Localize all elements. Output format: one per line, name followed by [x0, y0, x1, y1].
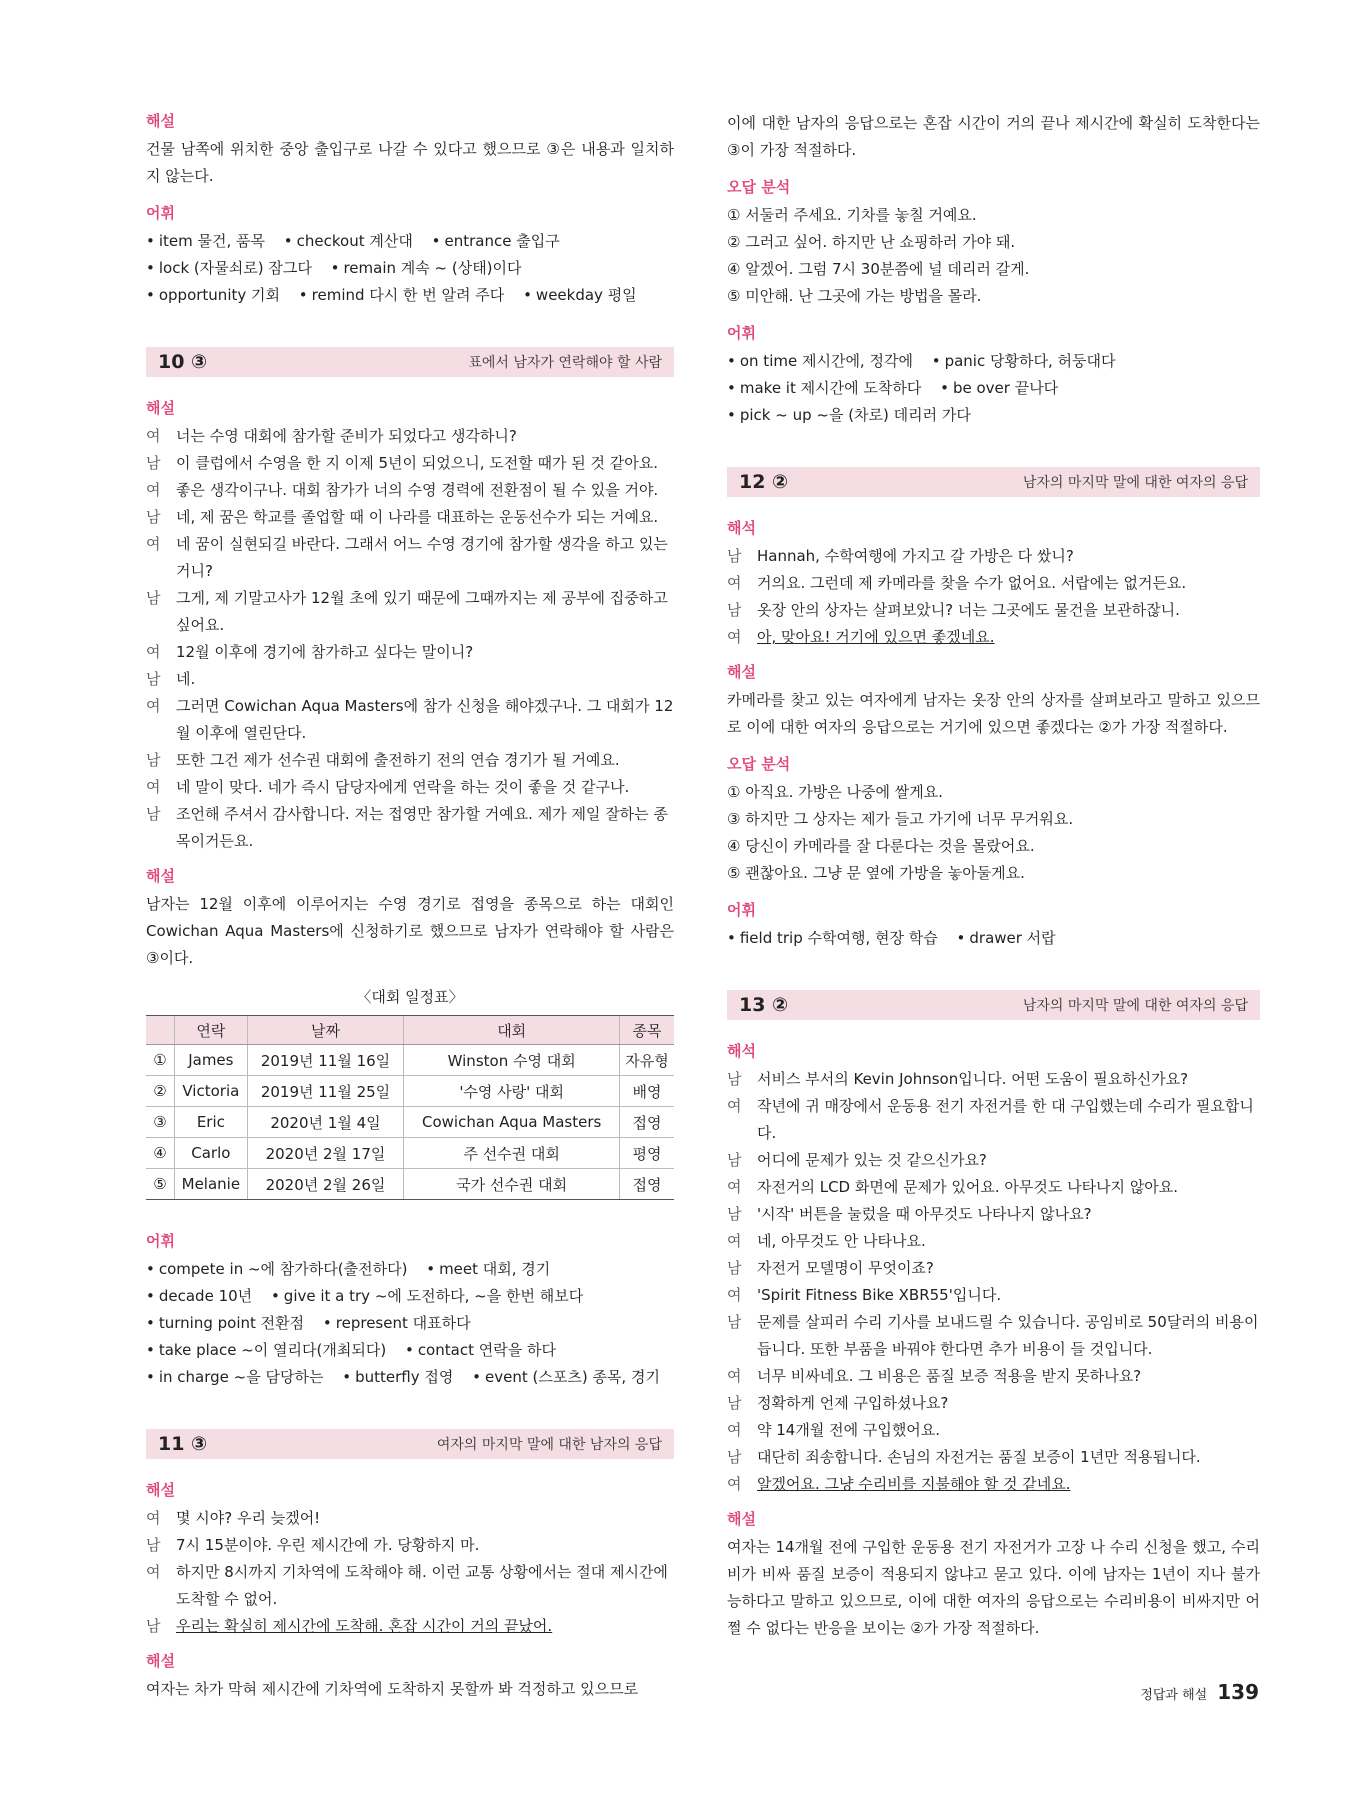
- q13-script-label: 해석: [727, 1042, 756, 1060]
- vocab-item: • event (스포츠) 종목, 경기: [472, 1368, 660, 1386]
- speaker-label: 남: [727, 1394, 742, 1412]
- dialog-line: [727, 1309, 1260, 1363]
- dialog-text: 조언해 주셔서 감사합니다. 저는 접영만 참가할 거예요. 제가 제일 잘하는 종목이거든요.: [176, 805, 668, 850]
- table-cell: Eric: [175, 1107, 248, 1138]
- dialog-text: 몇 시야? 우리 늦겠어!: [176, 1509, 321, 1527]
- table-cell: ④: [146, 1138, 175, 1169]
- speaker-label: 남: [727, 547, 742, 565]
- table-cell: Winston 수영 대회: [404, 1045, 620, 1076]
- speaker-label: 여: [146, 535, 161, 553]
- q13-header: [727, 990, 1260, 1020]
- speaker-label: 남: [146, 805, 161, 823]
- dialog-text: 12월 이후에 경기에 참가하고 싶다는 말이니?: [176, 643, 474, 661]
- dialog-text: 아, 맞아요! 거기에 있으면 좋겠네요.: [757, 628, 995, 646]
- vocab-item: • butterfly 접영: [342, 1368, 453, 1386]
- dialog-line: [727, 1471, 1260, 1498]
- speaker-label: 남: [727, 1448, 742, 1466]
- dialog-line: [146, 774, 674, 801]
- table-header-cell: 연락: [175, 1016, 248, 1045]
- vocab-item: • decade 10년: [146, 1287, 252, 1305]
- footer-section: 정답과 해설: [1140, 1688, 1208, 1703]
- dialog-line: [727, 1282, 1260, 1309]
- table-cell: 2020년 2월 26일: [247, 1169, 404, 1200]
- table-cell: ⑤: [146, 1169, 175, 1200]
- dialog-text: 좋은 생각이구나. 대회 참가가 너의 수영 경력에 전환점이 될 수 있을 거야.: [176, 481, 659, 499]
- dialog-text: 문제를 살피러 수리 기사를 보내드릴 수 있습니다. 공임비로 50달러의 비용이 듭니다. 또한 부품을 바꿔야 한다면 추가 비용이 들 것입니다.: [757, 1313, 1259, 1358]
- dialog-text: 네, 아무것도 안 나타나요.: [757, 1232, 926, 1250]
- dialog-line: [146, 801, 674, 855]
- dialog-text: 옷장 안의 상자는 살펴보았니? 너는 그곳에도 물건을 보관하잖니.: [757, 601, 1180, 619]
- vocab-item: • remind 다시 한 번 알려 주다: [299, 286, 505, 304]
- speaker-label: 남: [727, 1205, 742, 1223]
- table-row: [146, 1045, 674, 1076]
- vocab-item: • item 물건, 품목: [146, 232, 265, 250]
- option-line: ① 아직요. 가방은 나중에 쌀게요.: [727, 783, 943, 801]
- q9-haeseol-label: 해설: [146, 112, 175, 130]
- dialog-text: 대단히 죄송합니다. 손님의 자전거는 품질 보증이 1년만 적용됩니다.: [757, 1448, 1201, 1466]
- dialog-text: 그게, 제 기말고사가 12월 초에 있기 때문에 그때까지는 제 공부에 집중하고 싶어요.: [176, 589, 668, 634]
- q11-header: [146, 1429, 674, 1459]
- table-cell: ②: [146, 1076, 175, 1107]
- q9-vocab-label: 어휘: [146, 204, 175, 222]
- dialog-text: 그러면 Cowichan Aqua Masters에 참가 신청을 해야겠구나. 그 대회가 12월 이후에 열린단다.: [176, 697, 674, 742]
- speaker-label: 여: [146, 778, 161, 796]
- dialog-text: 네.: [176, 670, 196, 688]
- table-cell: 2019년 11월 16일: [247, 1045, 404, 1076]
- q13-expl: 여자는 14개월 전에 구입한 운동용 전기 자전거가 고장 나 수리 신청을 했고, 수리비가 비싸 품질 보증이 적용되지 않냐고 묻고 있다. 이에 남자는 1년이 지나 불가능하다고 말하고 있으므로, 이에 대한 여자의 응답으로는 수리비용이 비싸지만 어쩔 수 없다는 반응을 보이는 ②가 가장 적절하다.: [727, 1538, 1260, 1637]
- speaker-label: 남: [146, 454, 161, 472]
- dialog-line: [727, 1201, 1260, 1228]
- table-cell: James: [175, 1045, 248, 1076]
- q12-type: 남자의 마지막 말에 대한 여자의 응답: [1022, 475, 1248, 491]
- table-header-row: [146, 1016, 674, 1045]
- vocab-item: • weekday 평일: [523, 286, 637, 304]
- speaker-label: 여: [146, 697, 161, 715]
- q10-vocab-list: [146, 1256, 674, 1391]
- speaker-label: 여: [727, 1232, 742, 1250]
- dialog-line: [727, 1444, 1260, 1471]
- q11-expl: 여자는 차가 막혀 제시간에 기차역에 도착하지 못할까 봐 걱정하고 있으므로: [146, 1680, 639, 1698]
- dialog-text: 어디에 문제가 있는 것 같으신가요?: [757, 1151, 987, 1169]
- speaker-label: 여: [727, 1286, 742, 1304]
- dialog-text: 우리는 확실히 제시간에 도착해. 혼잡 시간이 거의 끝났어.: [176, 1617, 553, 1635]
- speaker-label: 남: [146, 751, 161, 769]
- q13-number: 13 ②: [739, 994, 789, 1016]
- vocab-item: • represent 대표하다: [323, 1314, 471, 1332]
- dialog-line: [146, 504, 674, 531]
- dialog-text: 또한 그건 제가 선수권 대회에 출전하기 전의 연습 경기가 될 거예요.: [176, 751, 620, 769]
- speaker-label: 남: [727, 601, 742, 619]
- dialog-text: '시작' 버튼을 눌렀을 때 아무것도 나타나지 않나요?: [757, 1205, 1092, 1223]
- dialog-line: [727, 543, 1260, 570]
- dialog-line: [727, 570, 1260, 597]
- dialog-line: [727, 1228, 1260, 1255]
- option-line: ⑤ 미안해. 난 그곳에 가는 방법을 몰라.: [727, 287, 982, 305]
- speaker-label: 여: [146, 1509, 161, 1527]
- dialog-line: [727, 1417, 1260, 1444]
- q10-expl-label: 해설: [146, 867, 175, 885]
- q11-number: 11 ③: [158, 1433, 208, 1455]
- vocab-item: • compete in ~에 참가하다(출전하다): [146, 1260, 407, 1278]
- dialog-text: 정확하게 언제 구입하셨나요?: [757, 1394, 949, 1412]
- q12-vocab-label: 어휘: [727, 901, 756, 919]
- speaker-label: 남: [146, 1536, 161, 1554]
- vocab-item: • lock (자물쇠로) 잠그다: [146, 259, 312, 277]
- q11-script-label: 해설: [146, 1481, 175, 1499]
- speaker-label: 남: [146, 589, 161, 607]
- schedule-table-title: 〈대회 일정표〉: [356, 988, 464, 1006]
- q11-dialog: [146, 1505, 674, 1640]
- dialog-line: [727, 624, 1260, 651]
- dialog-line: [727, 1093, 1260, 1147]
- q11-expl-label: 해설: [146, 1652, 175, 1670]
- speaker-label: 여: [146, 427, 161, 445]
- table-row: [146, 1107, 674, 1138]
- vocab-item: • opportunity 기회: [146, 286, 280, 304]
- q12-number: 12 ②: [739, 471, 789, 493]
- q12-wrong-list: [727, 779, 1260, 887]
- q13-dialog: [727, 1066, 1260, 1498]
- dialog-line: [727, 1390, 1260, 1417]
- speaker-label: 여: [146, 481, 161, 499]
- dialog-line: [146, 1505, 674, 1532]
- q10-expl: 남자는 12월 이후에 이루어지는 수영 경기로 접영을 종목으로 하는 대회인 Cowichan Aqua Masters에 신청하기로 했으므로 남자가 연락해야 할 사람은 ③이다.: [146, 895, 674, 967]
- vocab-item: • take place ~이 열리다(개최되다): [146, 1341, 386, 1359]
- table-cell: '수영 사랑' 대회: [404, 1076, 620, 1107]
- table-header-cell: 날짜: [247, 1016, 404, 1045]
- table-cell: 국가 선수권 대회: [404, 1169, 620, 1200]
- q11-expl-continued: 이에 대한 남자의 응답으로는 혼잡 시간이 거의 끝나 제시간에 확실히 도착한다는 ③이 가장 적절하다.: [727, 114, 1260, 159]
- table-cell: Victoria: [175, 1076, 248, 1107]
- vocab-item: • drawer 서랍: [957, 929, 1056, 947]
- speaker-label: 여: [727, 1475, 742, 1493]
- dialog-line: [146, 693, 674, 747]
- speaker-label: 여: [727, 1097, 742, 1115]
- dialog-line: [146, 585, 674, 639]
- vocab-item: • in charge ~을 담당하는: [146, 1368, 323, 1386]
- speaker-label: 여: [146, 1563, 161, 1581]
- dialog-text: 하지만 8시까지 기차역에 도착해야 해. 이런 교통 상황에서는 절대 제시간에 도착할 수 없어.: [176, 1563, 668, 1608]
- dialog-text: 알겠어요. 그냥 수리비를 지불해야 할 것 같네요.: [757, 1475, 1071, 1493]
- q12-wrong-label: 오답 분석: [727, 755, 791, 773]
- option-line: ⑤ 괜찮아요. 그냥 문 옆에 가방을 놓아둘게요.: [727, 864, 1025, 882]
- q12-expl: 카메라를 찾고 있는 여자에게 남자는 옷장 안의 상자를 살펴보라고 말하고 있으므로 이에 대한 여자의 응답으로는 거기에 있으면 좋겠다는 ②가 가장 적절하다.: [727, 691, 1260, 736]
- table-cell: 자유형: [620, 1045, 674, 1076]
- table-cell: ①: [146, 1045, 175, 1076]
- vocab-item: • turning point 전환점: [146, 1314, 304, 1332]
- table-header-cell: 대회: [404, 1016, 620, 1045]
- table-row: [146, 1138, 674, 1169]
- option-line: ④ 당신이 카메라를 잘 다룬다는 것을 몰랐어요.: [727, 837, 1035, 855]
- speaker-label: 여: [727, 1367, 742, 1385]
- option-line: ① 서둘러 주세요. 기차를 놓칠 거예요.: [727, 206, 977, 224]
- vocab-item: • panic 당황하다, 허둥대다: [932, 352, 1116, 370]
- q10-dialog: [146, 423, 674, 855]
- dialog-line: [727, 1147, 1260, 1174]
- q13-type: 남자의 마지막 말에 대한 여자의 응답: [1022, 998, 1248, 1014]
- speaker-label: 남: [146, 670, 161, 688]
- dialog-line: [146, 531, 674, 585]
- table-cell: Cowichan Aqua Masters: [404, 1107, 620, 1138]
- speaker-label: 남: [727, 1313, 742, 1331]
- page-footer: [1140, 1680, 1259, 1704]
- dialog-line: [727, 1174, 1260, 1201]
- vocab-item: • remain 계속 ~ (상태)이다: [331, 259, 522, 277]
- speaker-label: 여: [146, 643, 161, 661]
- vocab-item: • meet 대회, 경기: [426, 1260, 550, 1278]
- dialog-text: 너무 비싸네요. 그 비용은 품질 보증 적용을 받지 못하나요?: [757, 1367, 1142, 1385]
- q11-wrong-label: 오답 분석: [727, 178, 791, 196]
- dialog-text: 서비스 부서의 Kevin Johnson입니다. 어떤 도움이 필요하신가요?: [757, 1070, 1189, 1088]
- vocab-item: • be over 끝나다: [940, 379, 1058, 397]
- dialog-line: [146, 666, 674, 693]
- q12-header: [727, 467, 1260, 497]
- speaker-label: 남: [727, 1070, 742, 1088]
- dialog-line: [146, 1559, 674, 1613]
- vocab-item: • give it a try ~에 도전하다, ~을 한번 해보다: [271, 1287, 583, 1305]
- schedule-table: [146, 1015, 674, 1200]
- q9-haeseol-text: 건물 남쪽에 위치한 중앙 출입구로 나갈 수 있다고 했으므로 ③은 내용과 일치하지 않는다.: [146, 140, 674, 185]
- table-cell: 접영: [620, 1107, 674, 1138]
- dialog-line: [146, 1532, 674, 1559]
- dialog-line: [727, 1066, 1260, 1093]
- dialog-text: 네 말이 맞다. 네가 즉시 담당자에게 연락을 하는 것이 좋을 것 같구나.: [176, 778, 630, 796]
- table-cell: 2019년 11월 25일: [247, 1076, 404, 1107]
- table-header-cell: 종목: [620, 1016, 674, 1045]
- table-cell: ③: [146, 1107, 175, 1138]
- dialog-text: 네 꿈이 실현되길 바란다. 그래서 어느 수영 경기에 참가할 생각을 하고 있는 거니?: [176, 535, 668, 580]
- option-line: ④ 알겠어. 그럼 7시 30분쯤에 널 데리러 갈게.: [727, 260, 1030, 278]
- option-line: ② 그러고 싶어. 하지만 난 쇼핑하러 가야 돼.: [727, 233, 1016, 251]
- q10-header: [146, 347, 674, 377]
- table-cell: 2020년 1월 4일: [247, 1107, 404, 1138]
- vocab-item: • pick ~ up ~을 (차로) 데리러 가다: [727, 406, 971, 424]
- vocab-item: • field trip 수학여행, 현장 학습: [727, 929, 938, 947]
- dialog-text: Hannah, 수학여행에 가지고 갈 가방은 다 쌌니?: [757, 547, 1074, 565]
- table-cell: 주 선수권 대회: [404, 1138, 620, 1169]
- option-line: ③ 하지만 그 상자는 제가 들고 가기에 너무 무거워요.: [727, 810, 1074, 828]
- q11-type: 여자의 마지막 말에 대한 남자의 응답: [436, 1437, 662, 1453]
- table-header-cell: [146, 1016, 175, 1045]
- dialog-text: 너는 수영 대회에 참가할 준비가 되었다고 생각하니?: [176, 427, 517, 445]
- table-row: [146, 1169, 674, 1200]
- speaker-label: 여: [727, 1421, 742, 1439]
- q9-vocab-list: [146, 228, 674, 309]
- dialog-text: 자전거의 LCD 화면에 문제가 있어요. 아무것도 나타나지 않아요.: [757, 1178, 1179, 1196]
- table-cell: Melanie: [175, 1169, 248, 1200]
- table-row: [146, 1076, 674, 1107]
- speaker-label: 여: [727, 628, 742, 646]
- q13-expl-label: 해설: [727, 1510, 756, 1528]
- q10-vocab-label: 어휘: [146, 1232, 175, 1250]
- dialog-line: [727, 1255, 1260, 1282]
- dialog-line: [146, 1613, 674, 1640]
- dialog-line: [727, 1363, 1260, 1390]
- vocab-item: • entrance 출입구: [432, 232, 560, 250]
- q11-vocab-label: 어휘: [727, 324, 756, 342]
- dialog-line: [146, 639, 674, 666]
- dialog-text: 자전거 모델명이 무엇이죠?: [757, 1259, 934, 1277]
- q11-vocab-list: [727, 348, 1260, 429]
- dialog-line: [146, 423, 674, 450]
- q10-type: 표에서 남자가 연락해야 할 사람: [468, 355, 662, 371]
- dialog-text: 7시 15분이야. 우린 제시간에 가. 당황하지 마.: [176, 1536, 480, 1554]
- table-cell: 평영: [620, 1138, 674, 1169]
- q12-script-label: 해석: [727, 519, 756, 537]
- q10-number: 10 ③: [158, 351, 208, 373]
- vocab-item: • checkout 계산대: [284, 232, 413, 250]
- q11-wrong-list: [727, 202, 1260, 310]
- dialog-text: 약 14개월 전에 구입했어요.: [757, 1421, 941, 1439]
- vocab-item: • make it 제시간에 도착하다: [727, 379, 921, 397]
- dialog-text: 거의요. 그런데 제 카메라를 찾을 수가 없어요. 서랍에는 없거든요.: [757, 574, 1187, 592]
- right-column: [727, 110, 1260, 1654]
- vocab-item: • contact 연락을 하다: [405, 1341, 556, 1359]
- speaker-label: 여: [727, 574, 742, 592]
- speaker-label: 남: [727, 1151, 742, 1169]
- q12-vocab-list: [727, 925, 1260, 952]
- dialog-text: 이 클럽에서 수영을 한 지 이제 5년이 되었으니, 도전할 때가 된 것 같아요.: [176, 454, 659, 472]
- speaker-label: 남: [727, 1259, 742, 1277]
- dialog-line: [727, 597, 1260, 624]
- dialog-line: [146, 450, 674, 477]
- vocab-item: • on time 제시간에, 정각에: [727, 352, 913, 370]
- left-column: [146, 110, 674, 1715]
- table-cell: 2020년 2월 17일: [247, 1138, 404, 1169]
- q12-expl-label: 해설: [727, 663, 756, 681]
- dialog-line: [146, 747, 674, 774]
- page-number: 139: [1217, 1680, 1259, 1704]
- speaker-label: 여: [727, 1178, 742, 1196]
- table-cell: 배영: [620, 1076, 674, 1107]
- table-cell: 접영: [620, 1169, 674, 1200]
- dialog-text: 작년에 귀 매장에서 운동용 전기 자전거를 한 대 구입했는데 수리가 필요합니다.: [757, 1097, 1254, 1142]
- speaker-label: 남: [146, 508, 161, 526]
- dialog-text: 네, 제 꿈은 학교를 졸업할 때 이 나라를 대표하는 운동선수가 되는 거예요.: [176, 508, 659, 526]
- speaker-label: 남: [146, 1617, 161, 1635]
- table-cell: Carlo: [175, 1138, 248, 1169]
- dialog-line: [146, 477, 674, 504]
- q10-script-label: 해설: [146, 399, 175, 417]
- dialog-text: 'Spirit Fitness Bike XBR55'입니다.: [757, 1286, 1002, 1304]
- q12-dialog: [727, 543, 1260, 651]
